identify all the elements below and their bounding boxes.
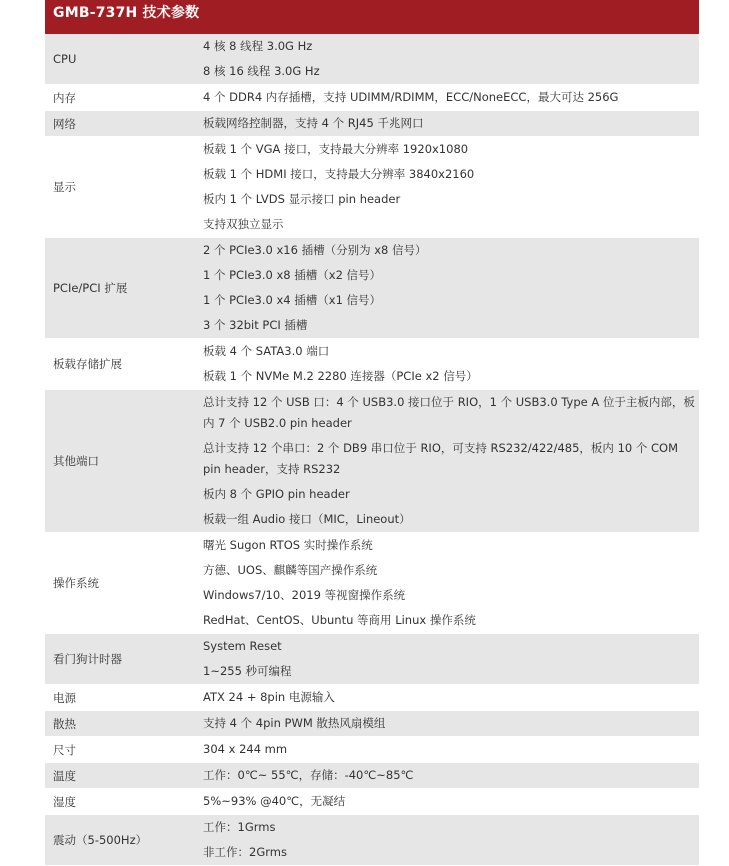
spec-value-cell bbox=[195, 339, 699, 390]
spec-value-cell bbox=[195, 763, 699, 789]
spec-label: 其他端口 bbox=[45, 390, 195, 533]
spec-value-line: 方德、UOS、麒麟等国产操作系统 bbox=[203, 563, 378, 577]
spec-row bbox=[45, 238, 699, 339]
spec-value-cell bbox=[195, 685, 699, 711]
spec-value-line: Windows7/10、2019 等视窗操作系统 bbox=[203, 588, 406, 602]
spec-value-line: 非工作：2Grms bbox=[203, 845, 287, 859]
spec-value-cell bbox=[195, 533, 699, 634]
spec-value-line: 3 个 32bit PCI 插槽 bbox=[203, 318, 308, 332]
spec-row bbox=[45, 634, 699, 685]
spec-label: CPU bbox=[45, 34, 195, 85]
spec-value-line: 板载 1 个 VGA 接口，支持最大分辨率 1920x1080 bbox=[203, 142, 469, 156]
spec-row bbox=[45, 390, 699, 533]
spec-value-line: 4 个 DDR4 内存插槽，支持 UDIMM/RDIMM，ECC/NoneECC，最大可达 256G bbox=[203, 90, 619, 104]
spec-label: 温度 bbox=[45, 763, 195, 789]
spec-value-line: 304 x 244 mm bbox=[203, 742, 288, 756]
spec-value-line: 5%~93% @40℃，无凝结 bbox=[203, 794, 346, 808]
spec-row bbox=[45, 137, 699, 238]
spec-value-cell bbox=[195, 390, 699, 533]
spec-value-line: 1 个 PCIe3.0 x4 插槽（x1 信号） bbox=[203, 293, 382, 307]
spec-label: 湿度 bbox=[53, 794, 76, 809]
spec-row bbox=[45, 815, 699, 866]
spec-value-line: 工作：0℃~ 55℃，存储：-40℃~85℃ bbox=[203, 768, 414, 782]
spec-title: GMB-737H 技术参数 bbox=[45, 0, 699, 34]
spec-row bbox=[45, 737, 699, 763]
spec-value-line: 板载 1 个 NVMe M.2 2280 连接器（PCIe x2 信号） bbox=[203, 369, 478, 383]
spec-label: 散热 bbox=[45, 711, 195, 737]
spec-value-line: 1 个 PCIe3.0 x8 插槽（x2 信号） bbox=[203, 268, 382, 282]
spec-value-line: ATX 24 + 8pin 电源输入 bbox=[203, 690, 335, 704]
spec-value-line: 总计支持 12 个 USB 口：4 个 USB3.0 接口位于 RIO，1 个 USB3.0 Type A 位于主板内部，板内 7 个 USB2.0 pin header bbox=[203, 395, 695, 430]
spec-sheet bbox=[45, 0, 699, 866]
spec-label: 尺寸 bbox=[53, 742, 76, 757]
spec-value-cell bbox=[195, 711, 699, 737]
spec-value-cell bbox=[195, 238, 699, 339]
spec-row bbox=[45, 711, 699, 737]
spec-value-cell bbox=[195, 789, 699, 815]
spec-value-cell bbox=[195, 634, 699, 685]
spec-value-line: 板内 1 个 LVDS 显示接口 pin header bbox=[203, 192, 401, 206]
spec-label: 内存 bbox=[53, 90, 76, 105]
spec-row bbox=[45, 533, 699, 634]
spec-value-line: 总计支持 12 个串口：2 个 DB9 串口位于 RIO，可支持 RS232/422/485，板内 10 个 COM pin header，支持 RS232 bbox=[203, 441, 679, 476]
spec-row bbox=[45, 111, 699, 137]
spec-row bbox=[45, 685, 699, 711]
spec-label: 显示 bbox=[53, 180, 76, 194]
spec-value-line: 曙光 Sugon RTOS 实时操作系统 bbox=[203, 538, 373, 552]
spec-row bbox=[45, 85, 699, 111]
spec-label: 看门狗计时器 bbox=[45, 634, 195, 685]
spec-value-line: 1~255 秒可编程 bbox=[203, 664, 292, 678]
spec-value-cell bbox=[195, 815, 699, 866]
spec-value-line: 板载 4 个 SATA3.0 端口 bbox=[203, 344, 330, 358]
spec-label: 电源 bbox=[53, 690, 76, 705]
spec-label: 操作系统 bbox=[53, 576, 99, 590]
spec-value-cell bbox=[195, 34, 699, 85]
spec-value-cell bbox=[195, 85, 699, 111]
spec-value-line: 2 个 PCIe3.0 x16 插槽（分别为 x8 信号） bbox=[203, 243, 427, 257]
spec-value-line: 板载网络控制器，支持 4 个 RJ45 千兆网口 bbox=[203, 116, 424, 130]
spec-value-line: 4 核 8 线程 3.0G Hz bbox=[203, 39, 313, 53]
spec-row bbox=[45, 339, 699, 390]
spec-value-line: 工作：1Grms bbox=[203, 820, 276, 834]
spec-value-cell bbox=[195, 137, 699, 238]
spec-row bbox=[45, 34, 699, 85]
spec-value-cell bbox=[195, 111, 699, 137]
spec-value-line: 支持双独立显示 bbox=[203, 217, 284, 231]
spec-row bbox=[45, 763, 699, 789]
spec-value-line: 板内 8 个 GPIO pin header bbox=[203, 487, 350, 501]
spec-table-body bbox=[45, 34, 699, 866]
spec-table bbox=[45, 34, 699, 866]
spec-value-cell bbox=[195, 737, 699, 763]
spec-value-line: 板载一组 Audio 接口（MIC，Lineout） bbox=[203, 512, 411, 526]
spec-row bbox=[45, 789, 699, 815]
spec-label: 网络 bbox=[45, 111, 195, 137]
spec-value-line: 板载 1 个 HDMI 接口，支持最大分辨率 3840x2160 bbox=[203, 167, 475, 181]
spec-value-line: System Reset bbox=[203, 639, 282, 653]
spec-label: 板载存储扩展 bbox=[53, 357, 122, 371]
spec-value-line: 8 核 16 线程 3.0G Hz bbox=[203, 64, 320, 78]
spec-value-line: 支持 4 个 4pin PWM 散热风扇模组 bbox=[203, 716, 386, 730]
spec-label: PCIe/PCI 扩展 bbox=[45, 238, 195, 339]
spec-label: 震动（5-500Hz） bbox=[45, 815, 195, 866]
spec-value-line: RedHat、CentOS、Ubuntu 等商用 Linux 操作系统 bbox=[203, 613, 476, 627]
